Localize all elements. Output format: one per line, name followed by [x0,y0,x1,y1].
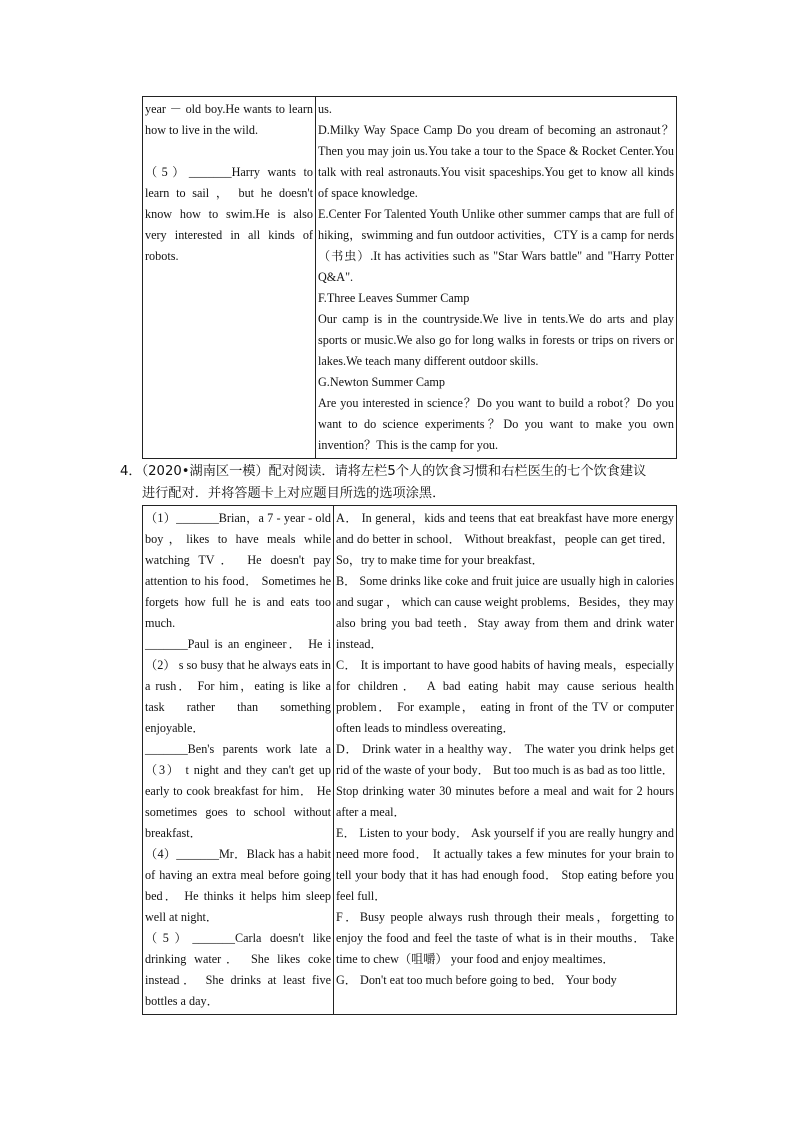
camp-paragraph: Our camp is in the countryside.We live in tents.We do arts and play sports or music.We also go for long walks in forests or trips on rivers or lakes.We teach many different outdoor skills. [318,312,674,368]
right-column-advice [334,506,677,1015]
advice-paragraph: D． Drink water in a healthy way． The water you drink helps get rid of the waste of your body． But too much is as bad as too little． Stop drinking water 30 minutes before a meal and wait for 2 hours after a meal． [336,742,674,819]
left-column-eating-habits [143,506,334,1015]
person-paragraph: year － old boy.He wants to learn how to live in the wild. [145,102,313,137]
matching-table-camps [142,96,677,459]
camp-paragraph: us. [318,102,332,116]
habit-paragraph: _______Paul is an engineer． He i（2） s so busy that he always eats in a rush． For him，eating is like a task rather than something enjoyable． [145,637,331,735]
camp-paragraph: E.Center For Talented Youth Unlike other summer camps that are full of hiking，swimming and fun outdoor activities，CTY is a camp for nerds（书虫）.It has activities such as "Star Wars battle" and "Harry Potter Q&A". [318,207,674,284]
advice-paragraph: A． In general，kids and teens that eat breakfast have more energy and do better in school． Without breakfast，people can get tired． So，try to make time for your breakfast． [336,511,674,567]
matching-table-diet [142,505,677,1015]
left-column-people [143,97,316,459]
camp-title: F.Three Leaves Summer Camp [318,291,470,305]
paragraph-gap [145,141,313,162]
habit-paragraph: （4）_______Mr．Black has a habit of having an extra meal before going bed． He thinks it helps him sleep well at night． [145,847,331,924]
advice-paragraph: B． Some drinks like coke and fruit juice are usually high in calories and sugar ， which can cause weight problems．Besides，they may also bring you bad teeth．Stay away from them and drink water instead． [336,574,674,651]
table-row [143,506,677,1015]
habit-paragraph: （5）_______Carla doesn't like drinking water． She likes coke instead． She drinks at least five bottles a day． [145,931,331,1008]
right-column-camps [316,97,677,459]
advice-paragraph: F．Busy people always rush through their meals，forgetting to enjoy the food and feel the taste of what is in their mouths． Take time to chew（咀嚼） your food and enjoy mealtimes． [336,910,674,966]
question-4-heading [120,461,680,505]
table-row [143,97,677,459]
advice-paragraph: C． It is important to have good habits of having meals，especially for children． A bad eating habit may cause serious health problem． For example， eating in front of the TV or computer often leads to mindless overeating． [336,658,674,735]
camp-paragraph: Are you interested in science？Do you want to build a robot？Do you want to do science experiments？Do you want to make you own invention？This is the camp for you. [318,396,674,452]
habit-paragraph: （1）_______Brian，a 7 - year - old boy，likes to have meals while watching TV． He doesn't pay attention to his food． Sometimes he forgets how full he is and eats too much. [145,511,331,630]
person-paragraph: （5）_______Harry wants to learn to sail ， but he doesn't know how to swim.He is also very interested in all kinds of robots. [145,165,313,263]
advice-paragraph: G． Don't eat too much before going to bed． Your body [336,973,617,987]
question-4-line-1: 4．（2020•湖南区一模）配对阅读．请将左栏5个人的饮食习惯和右栏医生的七个饮食建议 [120,464,647,479]
camp-paragraph: D.Milky Way Space Camp Do you dream of becoming an astronaut？ Then you may join us.You take a tour to the Space & Rocket Center.You talk with real astronauts.You visit spaceships.You get to know all kinds of space knowledge. [318,123,674,200]
habit-paragraph: _______Ben's parents work late a（3） t night and they can't get up early to cook breakfast for him． He sometimes goes to school without breakfast． [145,742,331,840]
question-4-line-2: 进行配对．并将答题卡上对应题目所选的选项涂黑． [142,486,446,501]
advice-paragraph: E． Listen to your body． Ask yourself if you are really hungry and need more food． It actually takes a few minutes for your brain to tell your body that it has had enough food． Stop eating before you feel full． [336,826,674,903]
camp-title: G.Newton Summer Camp [318,375,445,389]
